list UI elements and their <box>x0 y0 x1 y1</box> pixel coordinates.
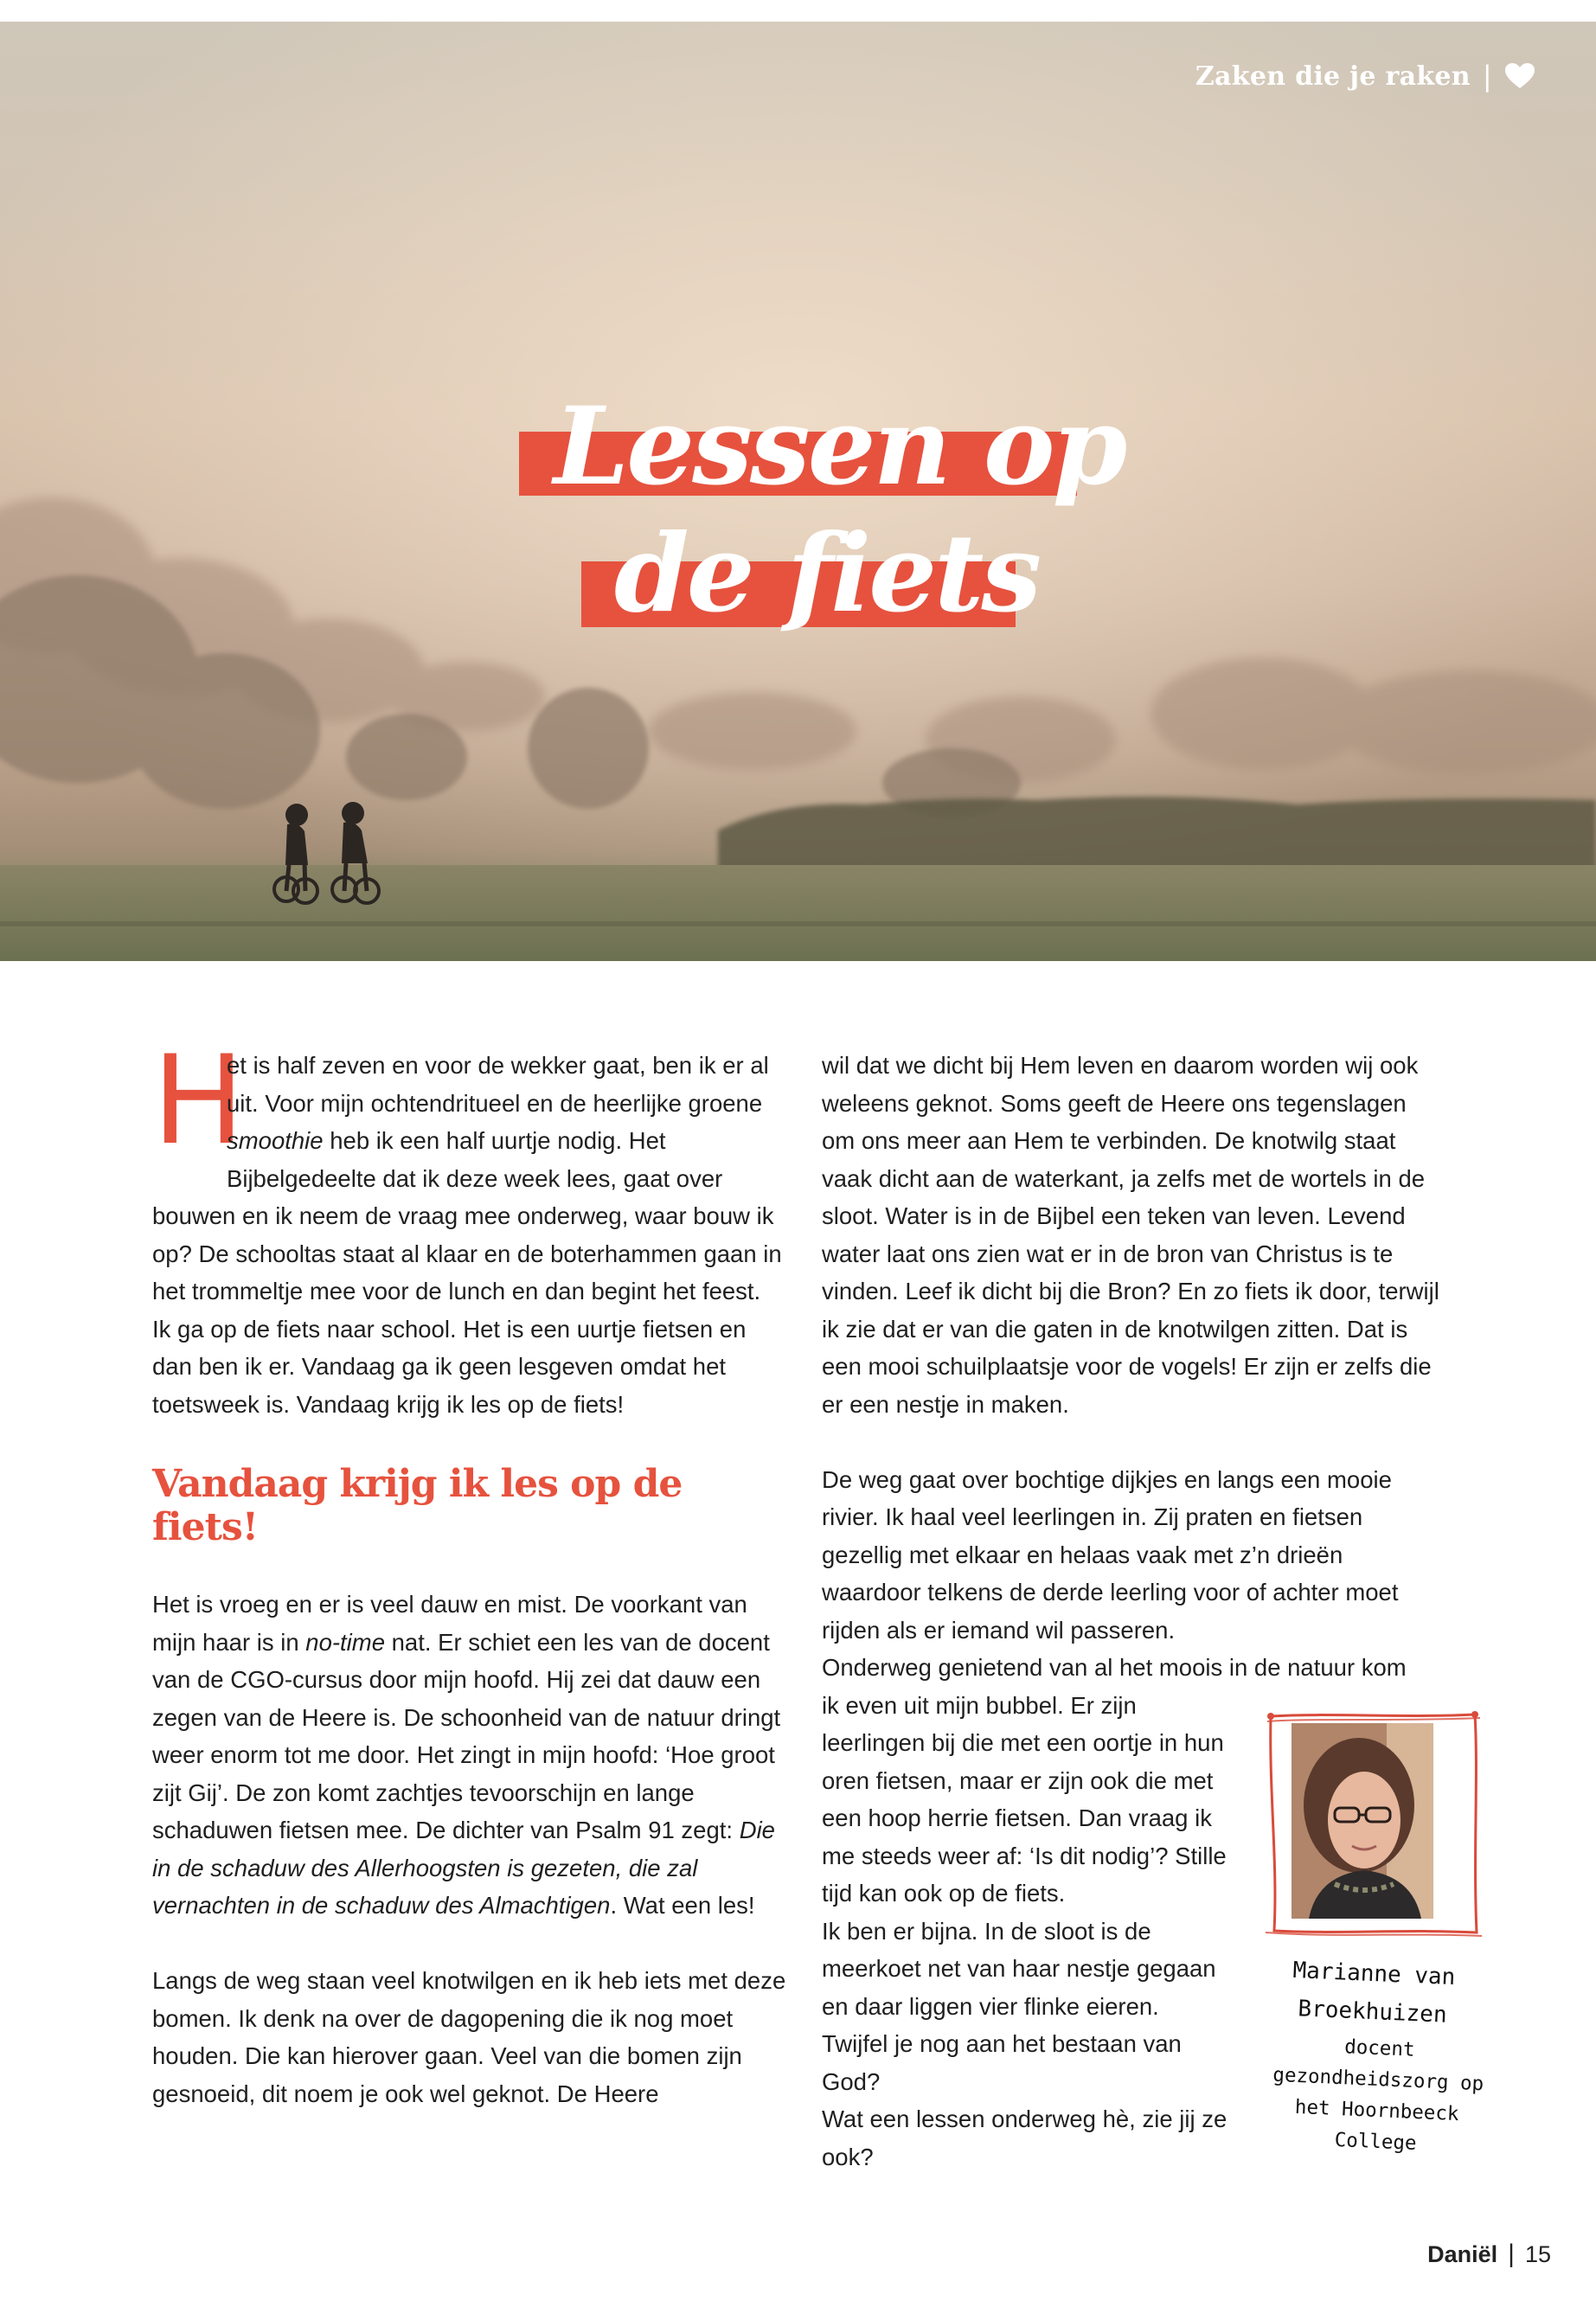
paragraph-wide-line: Onderweg genietend van al het moois in de natuur kom <box>822 1654 1407 1681</box>
paragraph: Ik ben er bijna. In de sloot is de meerkoet net van haar nestje gegaan en daar liggen vier flinke eieren. Twijfel je nog aan het bestaan van God? <box>822 1917 1216 2095</box>
section-separator: | <box>1482 60 1492 93</box>
portrait-illustration <box>1292 1723 1433 1919</box>
intro-text: et is half zeven en voor de wekker gaat, ben ik er al uit. Voor mijn ochtendritueel en de heerlijke groene <box>227 1052 769 1117</box>
intro-paragraph <box>152 1029 788 1311</box>
intro-emphasis: smoothie <box>227 1127 324 1154</box>
psalm-quote: Die in de schaduw des Allerhoogsten is gezeten, die zal vernachten in de schaduw des Almachtigen <box>152 1817 775 1919</box>
dropcap: H <box>152 1029 245 1172</box>
page-number: 15 <box>1524 2240 1551 2267</box>
hero-photo <box>0 22 1596 961</box>
section-label <box>1195 60 1535 93</box>
paragraph: De weg gaat over bochtige dijkjes en langs een mooie rivier. Ik haal veel leerlingen in. Zij praten en fietsen gezellig met elkaar en helaas vaak met z’n drieën waardoor telkens de derde leerling voor of achter moet rijden als er iemand wil passeren. <box>822 1465 1399 1644</box>
article-column-left <box>152 1029 788 2112</box>
author-role: docent gezondheidszorg op het Hoornbeeck College <box>1272 2035 1484 2156</box>
magazine-name: Daniël <box>1427 2240 1498 2267</box>
paragraph: ik even uit mijn bubbel. Er zijn leerlingen bij die met een oortje in hun oren fietsen, maar er zijn ook die met een hoop herrie fietsen. Dan vraag ik me steeds weer af: ‘Is dit nodig’? Stille tijd kan ook op de fiets. <box>822 1691 1227 1907</box>
paragraph: Wat een lessen onderweg hè, zie jij ze ook? <box>822 2106 1227 2170</box>
title-line-2: de fiets <box>614 511 1040 637</box>
author-portrait <box>1292 1723 1433 1919</box>
paragraph-text: . Wat een les! <box>610 1892 755 1919</box>
paragraph-text: Het is vroeg en er is veel dauw en mist. De voorkant van mijn haar is in <box>152 1591 747 1656</box>
title-line-1: Lessen op <box>554 384 1125 510</box>
section-label-text: Zaken die je raken <box>1195 61 1471 92</box>
author-name: Marianne van Broekhuizen <box>1292 1957 1456 2029</box>
paragraph <box>152 1586 788 1925</box>
paragraph: Langs de weg staan veel knotwilgen en ik heb iets met deze bomen. Ik denk na over de dagopening die ik nog moet houden. Die kan hierover gaan. Veel van die bomen zijn gesnoeid, dit noem je ook wel geknot. De Heere <box>152 1967 786 2107</box>
footer-separator: | <box>1508 2240 1515 2268</box>
paragraph-emphasis: no-time <box>305 1628 385 1656</box>
intro-text-rest: heb ik een half uurtje nodig. Het Bijbelgedeelte dat ik deze week lees, gaat over bouwen en ik neem de vraag mee onderweg, waar bouw ik op? De schooltas staat al klaar en de boterhammen gaan in het trommeltje mee voor de lunch en dan begint het feest. <box>152 1127 782 1304</box>
page-footer <box>1427 2240 1551 2269</box>
paragraph-text: nat. Er schiet een les van de docent van de CGO-cursus door mijn hoofd. Hij zei dat dauw een zegen van de Heere is. De schoonheid van de natuur dringt weer enorm tot me door. Het zingt in mijn hoofd: ‘Hoe groot zijt Gij’. De zon komt zachtjes tevoorschijn en lange schaduwen fietsen mee. De dichter van Psalm 91 zegt: <box>152 1628 781 1843</box>
subheading: Vandaag krijg ik les op de fiets! <box>152 1462 683 1549</box>
author-box <box>1259 1706 1509 2156</box>
heart-icon <box>1504 62 1535 90</box>
paragraph: wil dat we dicht bij Hem leven en daarom worden wij ook weleens geknot. Soms geeft de Heere ons tegenslagen om ons meer aan Hem te verbinden. De knotwilg staat vaak dicht aan de waterkant, ja zelfs met de wortels in de sloot. Water is in de Bijbel een teken van leven. Levend water laat ons zien wat er in de bron van Christus is te vinden. Leef ik dicht bij die Bron? En zo fiets ik door, terwijl ik zie dat er van die gaten in de knotwilgen zitten. Dat is een mooi schuilplaatsje voor de vogels! Er zijn er zelfs die er een nestje in maken. <box>822 1052 1439 1418</box>
paragraph: Ik ga op de fiets naar school. Het is een uurtje fietsen en dan ben ik er. Vandaag ga ik geen lesgeven omdat het toetsweek is. Vandaag krijg ik les op de fiets! <box>152 1315 747 1418</box>
